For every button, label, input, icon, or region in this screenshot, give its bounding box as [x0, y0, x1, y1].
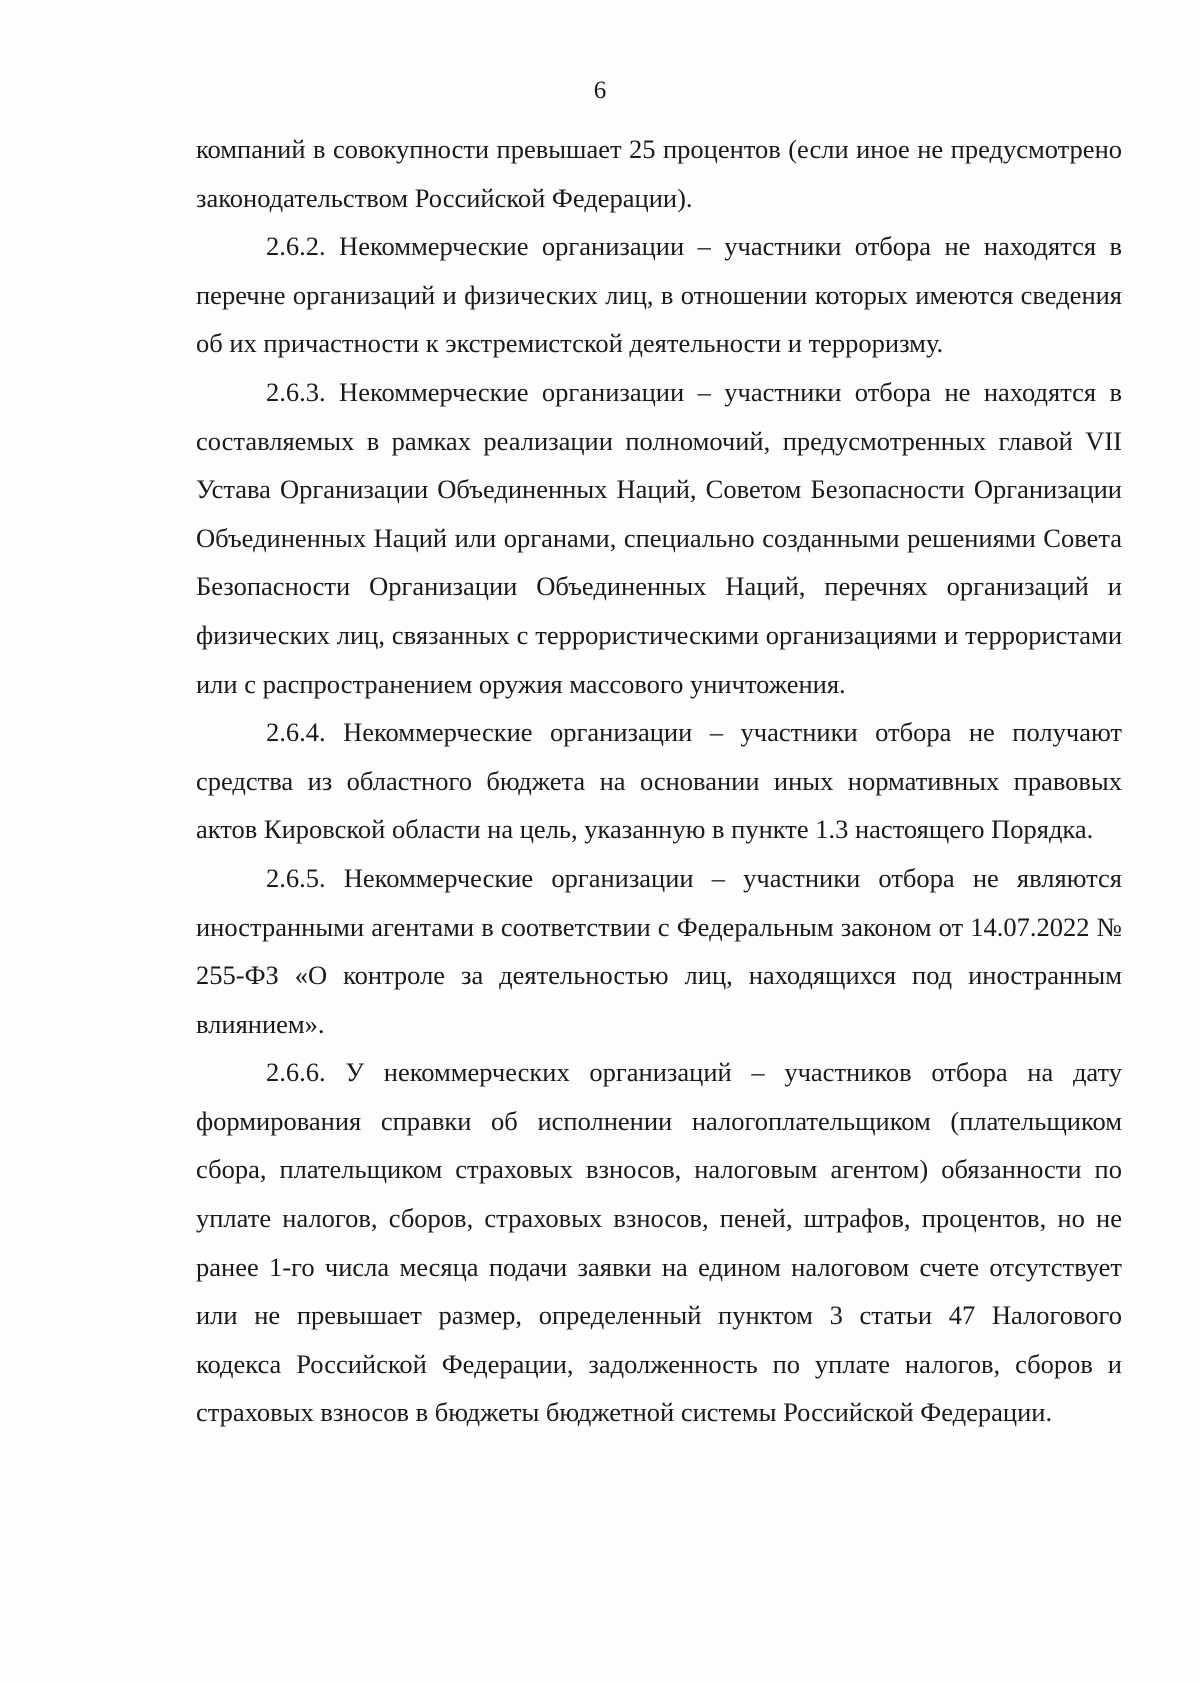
paragraph-continuation: компаний в совокупности превышает 25 процентов (если иное не предусмотрено законодательством Российской Федерации). [196, 134, 1122, 213]
paragraph-2-6-5: 2.6.5. Некоммерческие организации – участники отбора не являются иностранными агентами в соответствии с Федеральным законом от 14.07.2022 № 255-ФЗ «О контроле за деятельностью лиц, находящихся под иностранным влиянием». [196, 862, 1122, 1039]
paragraph-2-6-3: 2.6.3. Некоммерческие организации – участники отбора не находятся в составляемых в рамках реализации полномочий, предусмотренных главой VII Устава Организации Объединенных Наций, Советом Безопасности Организации Объединенных Наций или органами, специально созданными решениями Совета Безопасности Организации Объединенных Наций, перечнях организаций и физических лиц, связанных с террористическими организациями и террористами или с распространением оружия массового уничтожения. [196, 376, 1122, 699]
paragraph-2-6-2: 2.6.2. Некоммерческие организации – участники отбора не находятся в перечне организаций и физических лиц, в отношении которых имеются сведения об их причастности к экстремистской деятельности и терроризму. [196, 231, 1122, 359]
document-body [196, 125, 1122, 1437]
paragraph-2-6-6: 2.6.6. У некоммерческих организаций – участников отбора на дату формирования справки об исполнении налогоплательщиком (плательщиком сбора, плательщиком страховых взносов, налоговым агентом) обязанности по уплате налогов, сборов, страховых взносов, пеней, штрафов, процентов, но не ранее 1-го числа месяца подачи заявки на едином налоговом счете отсутствует или не превышает размер, определенный пунктом 3 статьи 47 Налогового кодекса Российской Федерации, задолженность по уплате налогов, сборов и страховых взносов в бюджеты бюджетной системы Российской Федерации. [196, 1057, 1122, 1428]
page-number: 6 [593, 77, 607, 104]
paragraph-2-6-4: 2.6.4. Некоммерческие организации – участники отбора не получают средства из областного бюджета на основании иных нормативных правовых актов Кировской области на цель, указанную в пункте 1.3 настоящего Порядка. [196, 717, 1122, 845]
